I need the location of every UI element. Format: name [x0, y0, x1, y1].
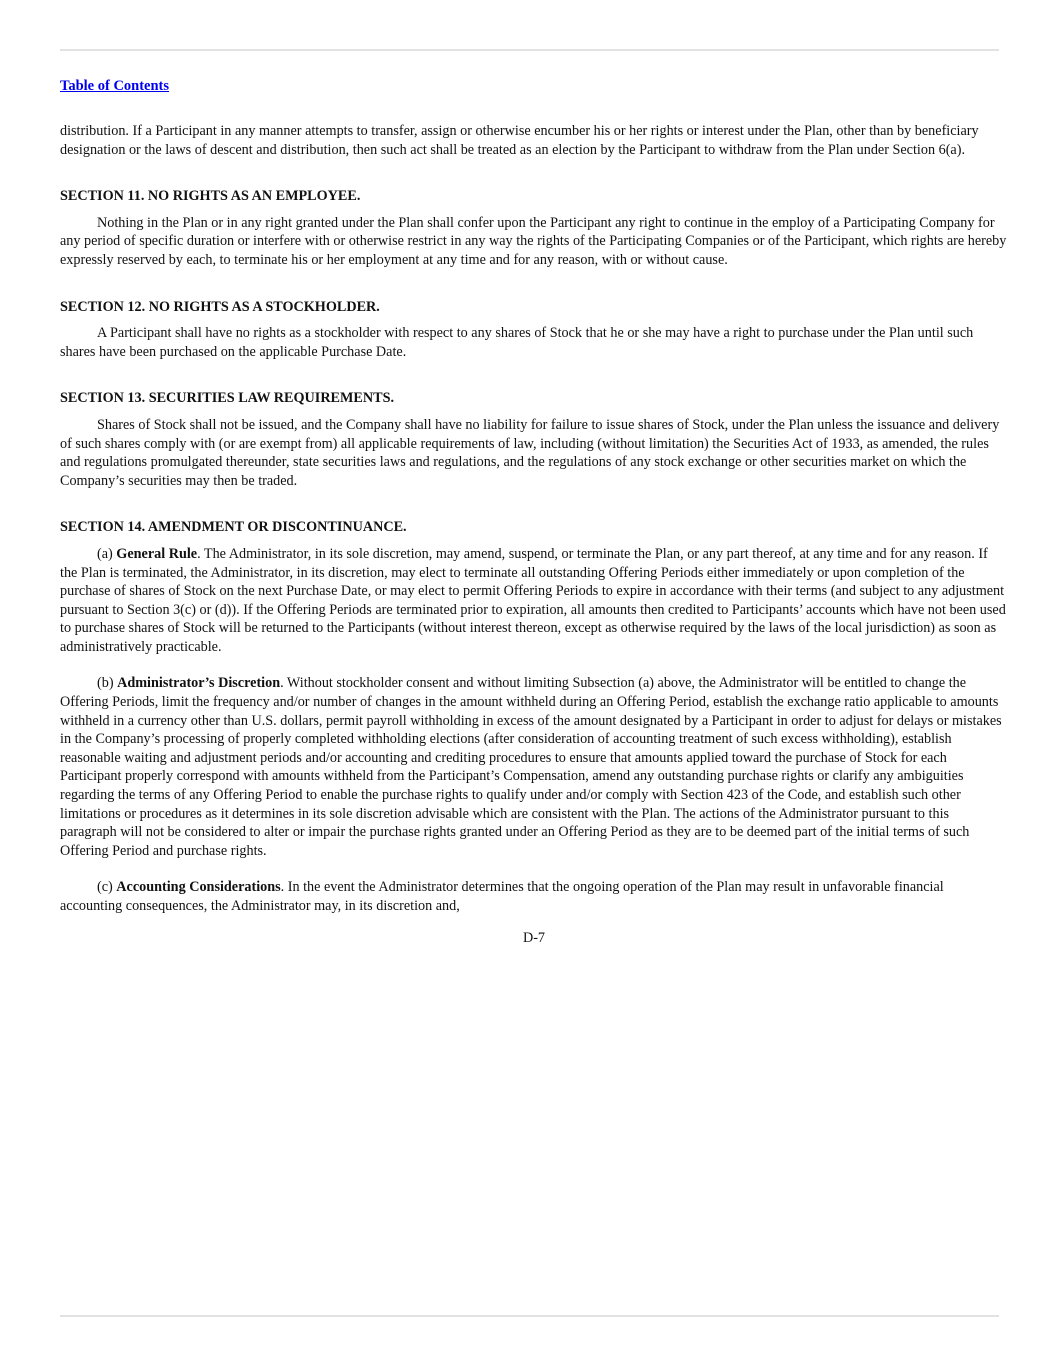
section-14a-body: . The Administrator, in its sole discretion, may amend, suspend, or terminate the Plan, or any part thereof, at any time and for any reason. If the Plan is terminated, the Administrator, in its discretion, may elect to terminate all outstanding Offering Periods either immediately or upon completion of the purchase of shares of Stock on the next Purchase Date, or may elect to permit Offering Periods to expire in accordance with their terms (and subject to any adjustment pursuant to Section 3(c) or (d)). If the Offering Periods are terminated prior to expiration, all amounts then credited to Participants’ accounts which have not been used to purchase shares of Stock will be returned to the Participants (without interest thereon, except as otherwise required by the laws of the local jurisdiction) as soon as administratively practicable. [60, 545, 1006, 655]
table-of-contents-link[interactable]: Table of Contents [60, 78, 170, 94]
section-11-heading: SECTION 11. NO RIGHTS AS AN EMPLOYEE. [60, 188, 361, 205]
section-14-heading: SECTION 14. AMENDMENT OR DISCONTINUANCE. [60, 519, 407, 536]
document-body [60, 122, 1008, 947]
section-14b-paragraph [60, 674, 1008, 860]
section-14c-prefix: (c) [97, 879, 117, 896]
section-14c-paragraph [60, 878, 1008, 915]
section-14b-prefix: (b) [97, 675, 118, 692]
section-14a-title: General Rule [116, 545, 198, 562]
intro-paragraph: distribution. If a Participant in any manner attempts to transfer, assign or otherwise encumber his or her rights or interest under the Plan, other than by beneficiary designation or the laws of descent and distribution, then such act shall be treated as an election by the Participant to withdraw from the Plan under Section 6(a). [60, 123, 979, 158]
section-13-body: Shares of Stock shall not be issued, and the Company shall have no liability for failure to issue shares of Stock, under the Plan unless the issuance and delivery of such shares comply with (or are exempt from) all applicable requirements of law, including (without limitation) the Securities Act of 1933, as amended, the rules and regulations promulgated thereunder, state securities laws and regulations, and the regulations of any stock exchange or other securities market on which the Company’s securities may then be traded. [60, 416, 1000, 489]
section-14b-title: Administrator’s Discretion [117, 675, 281, 692]
section-14a-paragraph [60, 545, 1008, 657]
section-14a-prefix: (a) [97, 545, 117, 562]
section-14c-title: Accounting Considerations [116, 879, 281, 896]
section-14b-body: . Without stockholder consent and without limiting Subsection (a) above, the Administrator will be entitled to change the Offering Periods, limit the frequency and/or number of changes in the amount withheld during an Offering Period, establish the exchange ratio applicable to amounts withheld in a currency other than U.S. dollars, permit payroll withholding in excess of the amount designated by a Participant in order to adjust for delays or mistakes in the Company’s processing of properly completed withholding elections (after consideration of accounting treatment of such excess withholding), establish reasonable waiting and adjustment periods and/or accounting and crediting procedures to ensure that amounts applied toward the purchase of Stock for each Participant properly correspond with amounts withheld from the Participant’s Compensation, amend any outstanding purchase rights or clarify any ambiguities regarding the terms of any Offering Period to enable the purchase rights to qualify under and/or comply with Section 423 of the Code, and establish such other limitations or procedures as it determines in its sole discretion advisable which are consistent with the Plan. The actions of the Administrator pursuant to this paragraph will not be considered to alter or impair the purchase rights granted under an Offering Period as they are to be deemed part of the initial terms of such Offering Period and purchase rights. [60, 675, 1002, 859]
section-13-heading: SECTION 13. SECURITIES LAW REQUIREMENTS. [60, 390, 395, 407]
page-number: D-7 [522, 929, 546, 946]
top-divider [60, 49, 999, 51]
section-12-body: A Participant shall have no rights as a stockholder with respect to any shares of Stock that he or she may have a right to purchase under the Plan until such shares have been purchased on the applicable Purchase Date. [60, 325, 974, 360]
section-12-heading: SECTION 12. NO RIGHTS AS A STOCKHOLDER. [60, 298, 380, 315]
bottom-divider [60, 1315, 999, 1317]
section-11-body: Nothing in the Plan or in any right granted under the Plan shall confer upon the Participant any right to continue in the employ of a Participating Company for any period of specific duration or interfere with or otherwise restrict in any way the rights of the Participating Companies or of the Participant, which rights are hereby expressly reserved by each, to terminate his or her employment at any time and for any reason, with or without cause. [60, 214, 1007, 268]
section-14c-body: . In the event the Administrator determines that the ongoing operation of the Plan may result in unfavorable financial accounting consequences, the Administrator may, in its discretion and, [60, 879, 944, 914]
